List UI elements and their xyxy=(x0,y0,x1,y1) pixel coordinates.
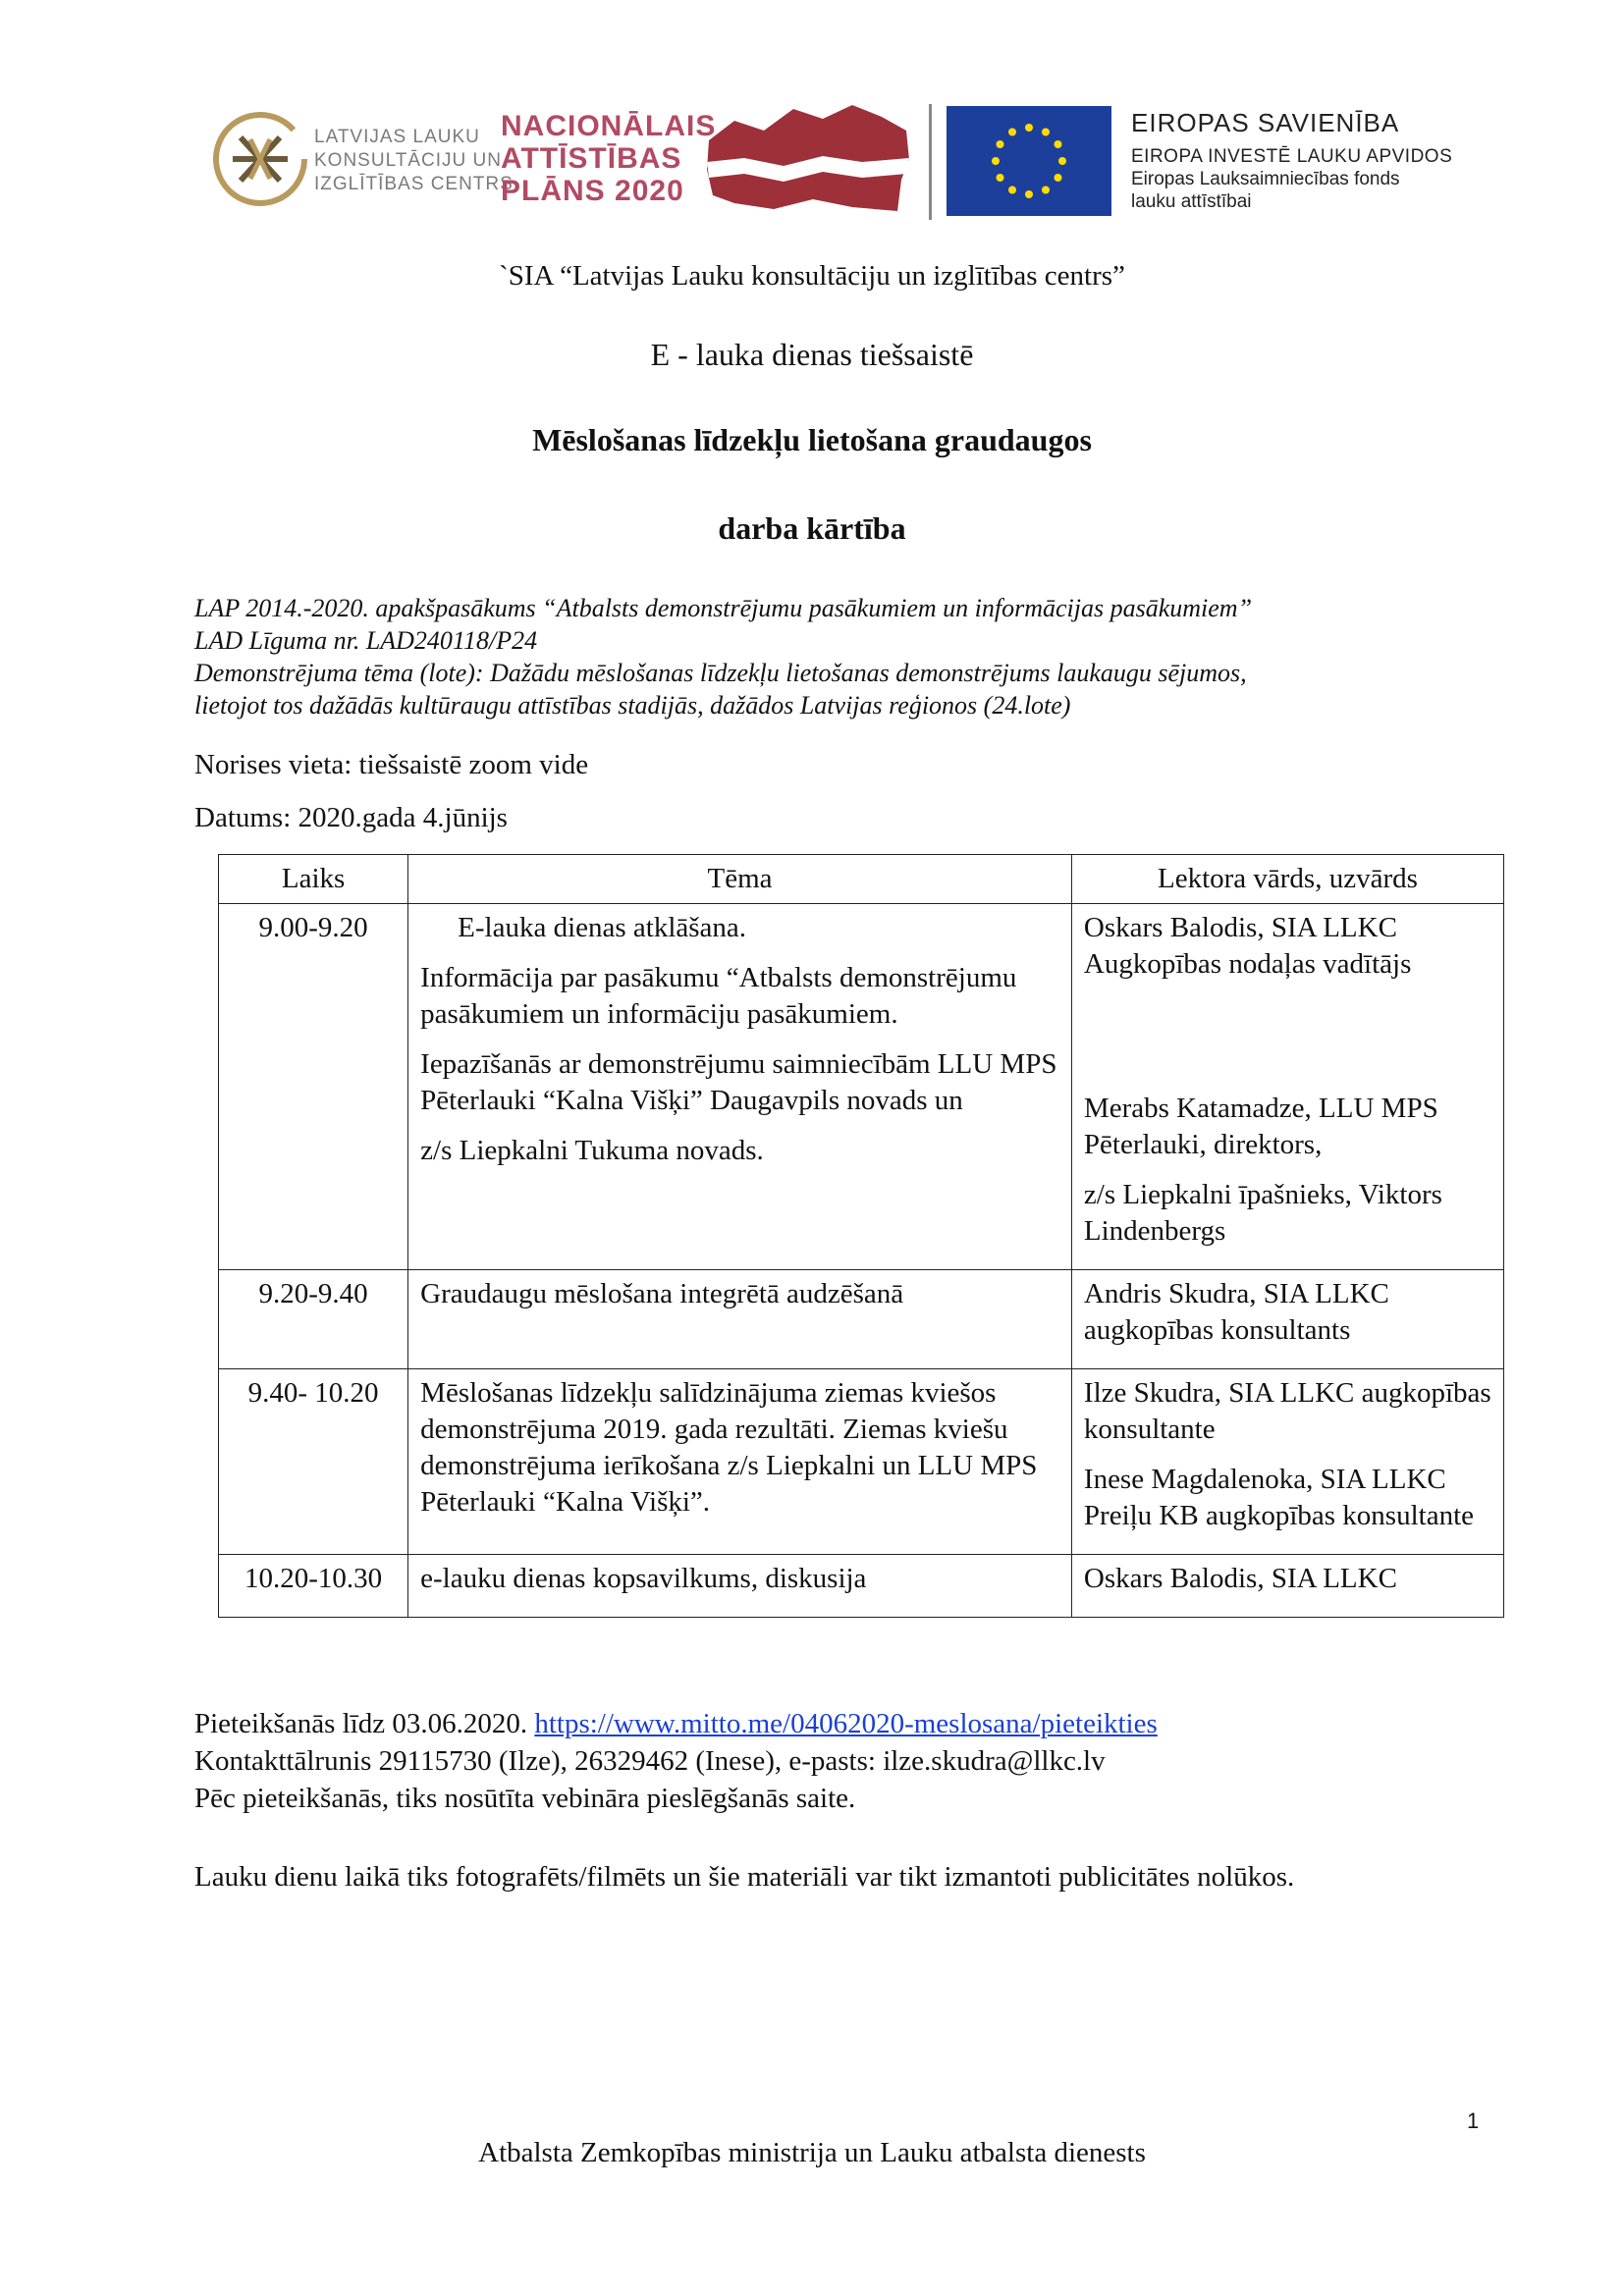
page-number: 1 xyxy=(1467,2109,1480,2133)
lecturer-paragraph: z/s Liepkalni īpašnieks, Viktors Lindenbergs xyxy=(1083,1179,1442,1247)
llkc-logo-text xyxy=(314,126,514,196)
topic-paragraph: Graudaugu mēslošana integrētā audzēšanā xyxy=(420,1278,904,1309)
llkc-logo-line-1: LATVIJAS LAUKU xyxy=(314,127,480,147)
event-topic-title: Mēslošanas līdzekļu lietošana graudaugos xyxy=(532,422,1092,457)
row-time: 9.40- 10.20 xyxy=(219,1369,408,1555)
row-topic xyxy=(408,1369,1072,1555)
project-info xyxy=(194,592,1510,721)
llkc-logo-line-3: IZGLĪTĪBAS CENTRS xyxy=(314,174,514,194)
date-line: Datums: 2020.gada 4.jūnijs xyxy=(194,802,508,833)
header-time: Laiks xyxy=(219,855,408,904)
eu-title: EIROPAS SAVIENĪBA xyxy=(1131,108,1400,137)
project-info-line: lietojot tos dažādās kultūraugu attīstības stadijās, dažādos Latvijas reģionos (24.lote) xyxy=(194,691,1071,720)
eu-line-3: lauku attīstībai xyxy=(1131,191,1252,212)
topic-paragraph: Mēslošanas līdzekļu salīdzinājuma ziemas kviešos demonstrējuma 2019. gada rezultāti. Ziemas kviešu demonstrējuma ierīkošana z/s Liepkalni un LLU MPS Pēterlauki “Kalna Višķi”. xyxy=(420,1377,1038,1518)
row-time: 9.00-9.20 xyxy=(219,904,408,1270)
row-time: 9.20-9.40 xyxy=(219,1270,408,1369)
table-row xyxy=(219,1555,1504,1618)
lecturer-paragraph: Andris Skudra, SIA LLKC augkopības konsultants xyxy=(1083,1278,1389,1346)
eu-logo-text xyxy=(1131,106,1452,213)
nap-logo-line-3: PLĀNS 2020 xyxy=(501,175,684,207)
lecturer-paragraph: Inese Magdalenoka, SIA LLKC Preiļu KB augkopības konsultante xyxy=(1083,1464,1474,1531)
agenda-table xyxy=(218,854,1504,1618)
header-lecturer: Lektora vārds, uzvārds xyxy=(1071,855,1503,904)
topic-paragraph: e-lauku dienas kopsavilkums, diskusija xyxy=(420,1563,867,1594)
contact-phone-line: Kontakttālrunis 29115730 (Ilze), 26329462 (Inese), e-pasts: ilze.skudra@llkc.lv xyxy=(194,1745,1106,1777)
registration-link[interactable]: https://www.mitto.me/04062020-meslosana/pieteikties xyxy=(534,1708,1158,1739)
row-topic xyxy=(408,904,1072,1270)
agenda-title: darba kārtība xyxy=(718,510,906,546)
lecturer-paragraph: Merabs Katamadze, LLU MPS Pēterlauki, direktors, xyxy=(1083,1093,1438,1160)
registration-note: Pēc pieteikšanās, tiks nosūtīta vebināra pieslēgšanās saite. xyxy=(194,1783,856,1814)
lecturer-paragraph: Oskars Balodis, SIA LLKC xyxy=(1083,1563,1397,1594)
nap-logo-line-2: ATTĪSTĪBAS xyxy=(501,142,682,175)
registration-line xyxy=(194,1705,1158,1742)
registration-prefix: Pieteikšanās līdz 03.06.2020. xyxy=(194,1708,535,1739)
table-row xyxy=(219,1369,1504,1555)
eu-line-2: Eiropas Lauksaimniecības fonds xyxy=(1131,169,1400,189)
row-topic xyxy=(408,1270,1072,1369)
table-row xyxy=(219,904,1504,1270)
project-info-line: LAD Līguma nr. LAD240118/P24 xyxy=(194,626,538,655)
row-topic xyxy=(408,1555,1072,1618)
lecturer-paragraph: Ilze Skudra, SIA LLKC augkopības konsultante xyxy=(1083,1377,1491,1445)
topic-paragraph: z/s Liepkalni Tukuma novads. xyxy=(420,1135,764,1166)
table-row xyxy=(219,1270,1504,1369)
llkc-emblem-logo xyxy=(211,110,309,208)
latvia-map-flag-icon xyxy=(705,101,913,217)
project-info-line: LAP 2014.-2020. apakšpasākums “Atbalsts demonstrējumu pasākumiem un informācijas pasākumiem” xyxy=(194,594,1253,622)
topic-paragraph: Iepazīšanās ar demonstrējumu saimniecībām LLU MPS Pēterlauki “Kalna Višķi” Daugavpils novads un xyxy=(420,1048,1057,1116)
header-divider xyxy=(929,104,932,220)
nap-logo-line-1: NACIONĀLAIS xyxy=(501,110,717,142)
footer-support: Atbalsta Zemkopības ministrija un Lauku atbalsta dienests xyxy=(478,2137,1146,2168)
venue-line: Norises vieta: tiešsaistē zoom vide xyxy=(194,749,589,780)
row-lecturer xyxy=(1071,1369,1503,1555)
project-info-line: Demonstrējuma tēma (lote): Dažādu mēslošanas līdzekļu lietošanas demonstrējums laukaugu sējumos, xyxy=(194,659,1247,687)
row-lecturer xyxy=(1071,1555,1503,1618)
publicity-notice: Lauku dienu laikā tiks fotografēts/filmēts un šie materiāli var tikt izmantoti publicitātes nolūkos. xyxy=(194,1861,1295,1893)
llkc-logo-line-2: KONSULTĀCIJU UN xyxy=(314,150,502,171)
row-time: 10.20-10.30 xyxy=(219,1555,408,1618)
contact-block xyxy=(194,1705,1158,1817)
organization-name: `SIA “Latvijas Lauku konsultāciju un izglītības centrs” xyxy=(499,260,1125,292)
eu-flag-icon xyxy=(947,106,1111,216)
nap-2020-logo-text xyxy=(501,110,716,207)
table-header-row xyxy=(219,855,1504,904)
topic-paragraph: E-lauka dienas atklāšana. xyxy=(458,912,747,943)
row-lecturer xyxy=(1071,1270,1503,1369)
eu-line-1: EIROPA INVESTĒ LAUKU APVIDOS xyxy=(1131,146,1453,167)
topic-paragraph: Informācija par pasākumu “Atbalsts demonstrējumu pasākumiem un informāciju pasākumiem. xyxy=(420,962,1017,1030)
lecturer-paragraph: Oskars Balodis, SIA LLKC Augkopības nodaļas vadītājs xyxy=(1083,912,1412,980)
event-type: E - lauka dienas tiešsaistē xyxy=(650,337,974,372)
row-lecturer xyxy=(1071,904,1503,1270)
header-topic: Tēma xyxy=(408,855,1072,904)
